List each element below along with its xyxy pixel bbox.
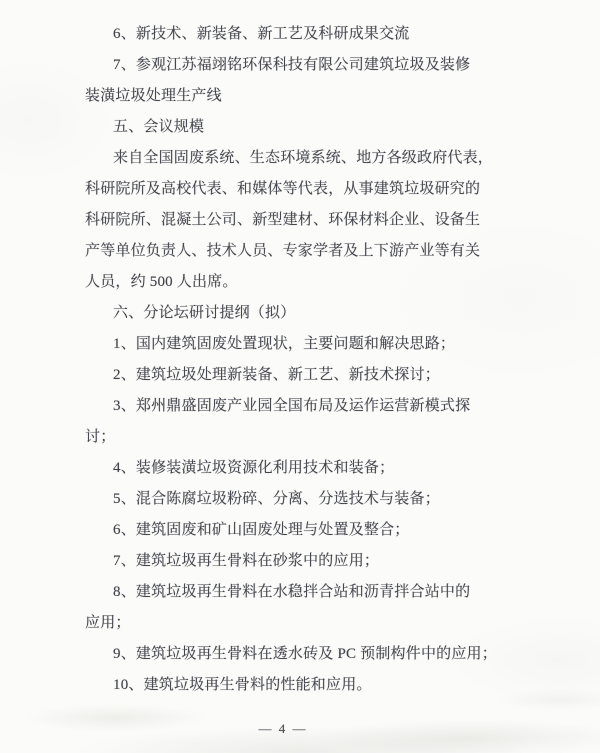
text-line: 8、建筑垃圾再生骨料在水稳拌合站和沥青拌合站中的 — [113, 584, 471, 600]
text-line: 10、建筑垃圾再生骨料的性能和应用。 — [113, 677, 372, 693]
text-line: 应用； — [85, 615, 131, 631]
text-line: 科研院所及高校代表、和媒体等代表，从事建筑垃圾研究的 — [85, 181, 481, 197]
text-line: 1、国内建筑固废处置现状，主要问题和解决思路； — [113, 336, 456, 352]
text-line: 4、装修装潢垃圾资源化利用技术和装备； — [113, 460, 395, 476]
text-line: 来自全国固废系统、生态环境系统、地方各级政府代表， — [113, 150, 494, 166]
text-line: 7、参观江苏福翊铭环保科技有限公司建筑垃圾及装修 — [113, 57, 471, 73]
text-line: 2、建筑垃圾处理新装备、新工艺、新技术探讨； — [113, 367, 440, 383]
text-line: 产等单位负责人、技术人员、专家学者及上下游产业等有关 — [85, 243, 481, 259]
text-line: 3、郑州鼎盛固废产业园全国布局及运作运营新模式探 — [113, 398, 471, 414]
text-line: 装潢垃圾处理生产线 — [85, 88, 222, 104]
text-line: 人员，约 500 人出席。 — [85, 274, 238, 290]
text-line: 6、建筑固废和矿山固废处理与处置及整合； — [113, 522, 410, 538]
section-heading: 五、会议规模 — [113, 119, 205, 135]
body-text — [85, 19, 545, 701]
text-line: 9、建筑垃圾再生骨料在透水砖及 PC 预制构件中的应用； — [113, 646, 497, 662]
section-heading: 六、分论坛研讨提纲（拟） — [113, 305, 296, 321]
text-line: 5、混合陈腐垃圾粉碎、分离、分选技术与装备； — [113, 491, 440, 507]
text-line: 6、新技术、新装备、新工艺及科研成果交流 — [113, 26, 410, 42]
text-line: 讨； — [85, 429, 116, 445]
page-number: — 4 — — [258, 721, 308, 736]
text-line: 科研院所、混凝土公司、新型建材、环保材料企业、设备生 — [85, 212, 481, 228]
text-line: 7、建筑垃圾再生骨料在砂浆中的应用； — [113, 553, 380, 569]
